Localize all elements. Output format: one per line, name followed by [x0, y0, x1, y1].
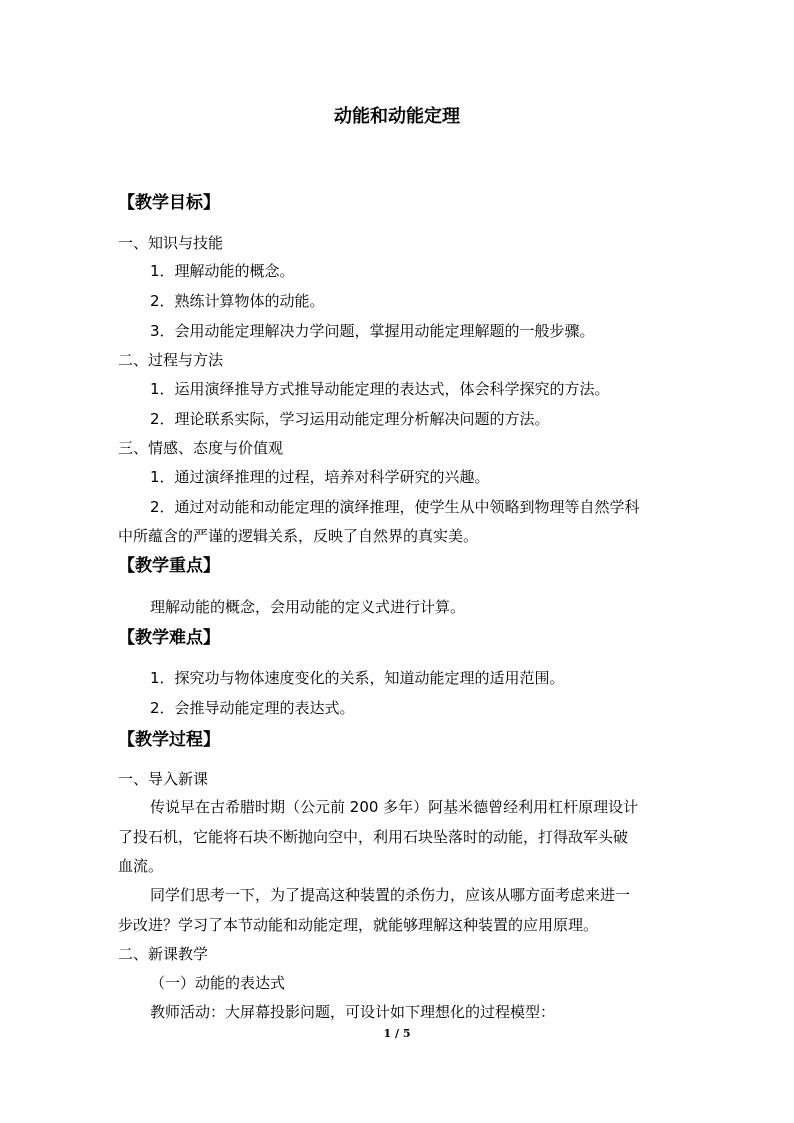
heading-difficulties: 【教学难点】: [118, 628, 220, 648]
page-number: 1 / 5: [383, 1027, 411, 1040]
heading-key-points: 【教学重点】: [118, 556, 220, 576]
process-subsection: （一）动能的表达式: [150, 974, 286, 992]
heading-process: 【教学过程】: [118, 730, 220, 750]
objectives-section-3: 三、情感、态度与价值观: [118, 439, 284, 457]
objectives-item: 3．会用动能定理解决力学问题，掌握用动能定理解题的一般步骤。: [150, 322, 595, 340]
process-section-2: 二、新课教学: [118, 945, 209, 963]
process-paragraph-line: 同学们思考一下，为了提高这种装置的杀伤力，应该从哪方面考虑来进一: [150, 886, 631, 904]
key-points-text: 理解动能的概念，会用动能的定义式进行计算。: [150, 598, 466, 616]
process-paragraph-line: 教师活动：大屏幕投影问题，可设计如下理想化的过程模型：: [150, 1003, 556, 1021]
objectives-item: 1．理解动能的概念。: [150, 262, 295, 280]
process-paragraph-line: 血流。: [118, 857, 164, 875]
document-title: 动能和动能定理: [334, 106, 460, 127]
objectives-section-1: 一、知识与技能: [118, 234, 224, 252]
objectives-section-2: 二、过程与方法: [118, 351, 224, 369]
process-paragraph-line: 步改进？学习了本节动能和动能定理，就能够理解这种装置的应用原理。: [118, 916, 599, 934]
process-section-1: 一、导入新课: [118, 770, 209, 788]
objectives-item: 2．通过对动能和动能定理的演绎推理，使学生从中领略到物理等自然学科: [150, 498, 640, 516]
objectives-item: 2．理论联系实际，学习运用动能定理分析解决问题的方法。: [150, 410, 550, 428]
objectives-item-continued: 中所蕴含的严谨的逻辑关系，反映了自然界的真实美。: [118, 527, 479, 545]
objectives-item: 2．熟练计算物体的动能。: [150, 292, 325, 310]
process-paragraph-line: 传说早在古希腊时期（公元前 200 多年）阿基米德曾经利用杠杆原理设计: [150, 798, 639, 816]
objectives-item: 1．运用演绎推导方式推导动能定理的表达式，体会科学探究的方法。: [150, 380, 610, 398]
difficulties-item: 1．探究功与物体速度变化的关系，知道动能定理的适用范围。: [150, 669, 565, 687]
heading-objectives: 【教学目标】: [118, 193, 220, 213]
objectives-item: 1．通过演绎推理的过程，培养对科学研究的兴趣。: [150, 468, 490, 486]
difficulties-item: 2．会推导动能定理的表达式。: [150, 699, 355, 717]
process-paragraph-line: 了投石机，它能将石块不断抛向空中，利用石块坠落时的动能，打得敌军头破: [118, 828, 629, 846]
